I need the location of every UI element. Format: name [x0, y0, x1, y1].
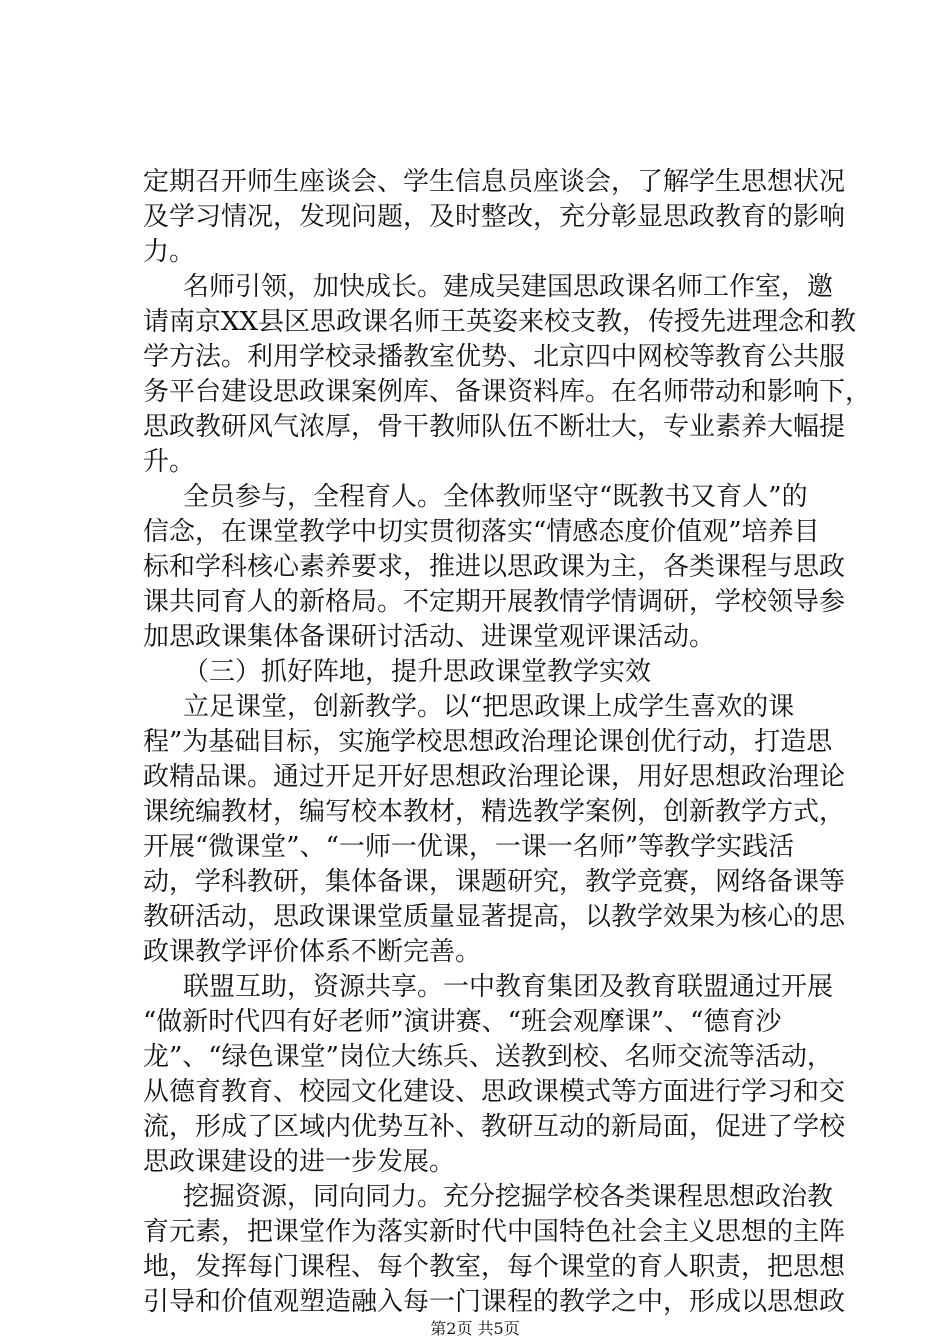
text-line: 地，发挥每门课程、每个教室，每个课堂的育人职责，把思想 [143, 1252, 846, 1282]
text-line: 动，学科教研，集体备课，课题研究，教学竞赛，网络备课等 [143, 867, 846, 897]
text-line: 引导和价值观塑造融入每一门课程的教学之中，形成以思想政 [143, 1287, 846, 1317]
text-line: 及学习情况，发现问题，及时整改，充分彰显思政教育的影响 [143, 202, 846, 232]
text-line: 思政课建设的进一步发展。 [143, 1147, 456, 1177]
text-line: 力。 [143, 237, 196, 267]
text-line: 学方法。利用学校录播教室优势、北京四中网校等教育公共服 [143, 342, 846, 372]
text-line: 政精品课。通过开足开好思想政治理论课，用好思想政治理论 [143, 762, 846, 792]
text-line: 标和学科核心素养要求，推进以思政课为主，各类课程与思政 [143, 552, 846, 582]
text-line: 从德育教育、校园文化建设、思政课模式等方面进行学习和交 [143, 1077, 846, 1107]
text-line: 课统编教材，编写校本教材，精选教学案例，创新教学方式， [143, 797, 846, 827]
text-line: 名师引领，加快成长。建成吴建国思政课名师工作室，邀 [183, 272, 834, 302]
text-line: 程”为基础目标，实施学校思想政治理论课创优行动，打造思 [143, 727, 833, 757]
page-number-footer: 第2页 共5页 [430, 1319, 520, 1338]
text-line: 挖掘资源，同向同力。充分挖掘学校各类课程思想政治教 [183, 1182, 834, 1212]
text-line: 课共同育人的新格局。不定期开展教情学情调研，学校领导参 [143, 587, 846, 617]
text-line: 育元素，把课堂作为落实新时代中国特色社会主义思想的主阵 [143, 1217, 846, 1247]
text-line: 龙”、“绿色课堂”岗位大练兵、送教到校、名师交流等活动， [143, 1042, 833, 1072]
text-line: 升。 [143, 447, 196, 477]
text-line: 思政教研风气浓厚，骨干教师队伍不断壮大，专业素养大幅提 [143, 412, 846, 442]
text-line: 加思政课集体备课研讨活动、进课堂观评课活动。 [143, 622, 716, 652]
text-line: 开展“微课堂”、“一师一优课，一课一名师”等教学实践活 [143, 832, 795, 862]
text-line: 请南京XX县区思政课名师王英姿来校支教，传授先进理念和教 [143, 307, 857, 337]
text-line: 立足课堂，创新教学。以“把思政课上成学生喜欢的课 [183, 692, 795, 722]
text-line: 流，形成了区域内优势互补、教研互动的新局面，促进了学校 [143, 1112, 846, 1142]
section-heading: （三）抓好阵地，提升思政课堂教学实效 [183, 657, 652, 687]
text-line: “做新时代四有好老师”演讲赛、“班会观摩课”、“德育沙 [143, 1007, 782, 1037]
text-line: 全员参与，全程育人。全体教师坚守“既教书又育人”的 [183, 482, 808, 512]
text-line: 务平台建设思政课案例库、备课资料库。在名师带动和影响下， [143, 377, 872, 407]
text-line: 信念，在课堂教学中切实贯彻落实“情感态度价值观”培养目 [143, 517, 820, 547]
text-line: 定期召开师生座谈会、学生信息员座谈会，了解学生思想状况 [143, 167, 846, 197]
text-line: 教研活动，思政课课堂质量显著提高，以教学效果为核心的思 [143, 902, 846, 932]
text-line: 联盟互助，资源共享。一中教育集团及教育联盟通过开展 [183, 972, 834, 1002]
text-line: 政课教学评价体系不断完善。 [143, 937, 482, 967]
